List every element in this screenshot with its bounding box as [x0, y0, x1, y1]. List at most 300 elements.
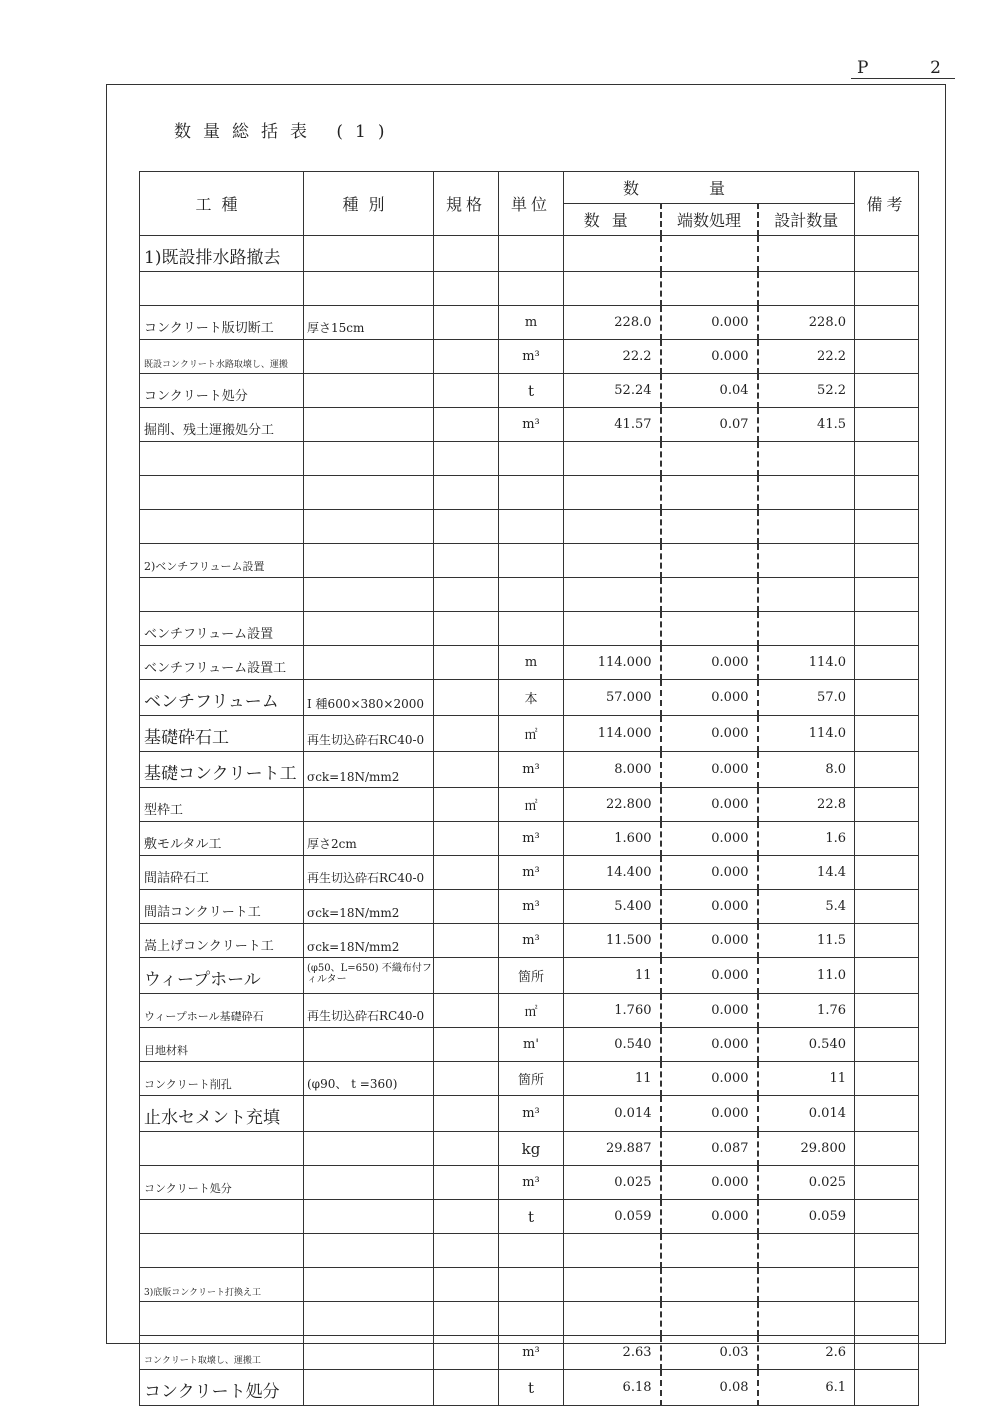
cell-spec	[434, 544, 499, 578]
cell-rounding	[661, 612, 758, 646]
cell-design	[758, 442, 855, 476]
header-type: 種別	[304, 172, 434, 236]
cell-remarks	[855, 752, 919, 788]
cell-design	[758, 510, 855, 544]
cell-rounding: 0.000	[661, 646, 758, 680]
cell-rounding: 0.000	[661, 306, 758, 340]
cell-design	[758, 272, 855, 306]
cell-design: 11.0	[758, 958, 855, 994]
cell-design	[758, 544, 855, 578]
cell-work: コンクリート削孔	[140, 1062, 304, 1096]
cell-rounding	[661, 1234, 758, 1268]
cell-spec	[434, 994, 499, 1028]
cell-remarks	[855, 612, 919, 646]
cell-spec	[434, 1132, 499, 1166]
cell-remarks	[855, 272, 919, 306]
cell-qty	[564, 272, 661, 306]
cell-design: 0.540	[758, 1028, 855, 1062]
cell-design: 22.2	[758, 340, 855, 374]
cell-unit	[499, 612, 564, 646]
cell-work: コンクリート取壊し、運搬工	[140, 1336, 304, 1370]
cell-rounding	[661, 1268, 758, 1302]
cell-type	[304, 1200, 434, 1234]
table-row	[140, 716, 919, 752]
cell-qty	[564, 236, 661, 272]
cell-design: 228.0	[758, 306, 855, 340]
cell-remarks	[855, 1062, 919, 1096]
cell-remarks	[855, 510, 919, 544]
quantity-summary-table	[139, 171, 919, 1406]
table-row	[140, 1096, 919, 1132]
cell-remarks	[855, 856, 919, 890]
cell-qty: 0.059	[564, 1200, 661, 1234]
cell-remarks	[855, 1234, 919, 1268]
cell-rounding: 0.000	[661, 958, 758, 994]
cell-design: 6.1	[758, 1370, 855, 1406]
cell-rounding: 0.000	[661, 924, 758, 958]
cell-spec	[434, 1268, 499, 1302]
cell-spec	[434, 1234, 499, 1268]
cell-type: 再生切込砕石RC40-0	[304, 716, 434, 752]
cell-design: 11	[758, 1062, 855, 1096]
cell-unit: m'	[499, 1028, 564, 1062]
cell-type	[304, 374, 434, 408]
table-row	[140, 1200, 919, 1234]
cell-qty: 14.400	[564, 856, 661, 890]
cell-qty: 57.000	[564, 680, 661, 716]
cell-remarks	[855, 374, 919, 408]
cell-spec	[434, 272, 499, 306]
table-row	[140, 646, 919, 680]
cell-type: 厚さ2cm	[304, 822, 434, 856]
cell-unit: m³	[499, 822, 564, 856]
table-row	[140, 612, 919, 646]
cell-rounding: 0.08	[661, 1370, 758, 1406]
cell-work	[140, 272, 304, 306]
cell-design	[758, 476, 855, 510]
cell-type	[304, 476, 434, 510]
cell-rounding: 0.000	[661, 994, 758, 1028]
cell-qty: 1.600	[564, 822, 661, 856]
cell-type	[304, 1302, 434, 1336]
header-rounding: 端数処理	[661, 204, 758, 236]
cell-qty	[564, 612, 661, 646]
cell-design: 1.76	[758, 994, 855, 1028]
cell-unit: t	[499, 1370, 564, 1406]
cell-rounding: 0.000	[661, 716, 758, 752]
cell-unit	[499, 476, 564, 510]
cell-unit: m³	[499, 1096, 564, 1132]
cell-unit	[499, 578, 564, 612]
table-row	[140, 510, 919, 544]
table-row	[140, 476, 919, 510]
cell-spec	[434, 1166, 499, 1200]
cell-unit	[499, 236, 564, 272]
cell-type	[304, 236, 434, 272]
cell-work	[140, 1234, 304, 1268]
cell-design: 29.800	[758, 1132, 855, 1166]
cell-remarks	[855, 822, 919, 856]
cell-remarks	[855, 958, 919, 994]
cell-rounding: 0.000	[661, 752, 758, 788]
cell-design: 8.0	[758, 752, 855, 788]
cell-rounding: 0.000	[661, 856, 758, 890]
cell-rounding	[661, 236, 758, 272]
cell-remarks	[855, 476, 919, 510]
cell-type	[304, 1166, 434, 1200]
cell-type: σck=18N/mm2	[304, 752, 434, 788]
cell-remarks	[855, 1166, 919, 1200]
cell-unit	[499, 1268, 564, 1302]
cell-unit	[499, 544, 564, 578]
cell-work: 基礎砕石工	[140, 716, 304, 752]
cell-design: 22.8	[758, 788, 855, 822]
table-row	[140, 1370, 919, 1406]
cell-remarks	[855, 890, 919, 924]
table-row	[140, 544, 919, 578]
table-row	[140, 788, 919, 822]
cell-type	[304, 1028, 434, 1062]
cell-rounding: 0.000	[661, 1200, 758, 1234]
cell-work: 目地材料	[140, 1028, 304, 1062]
cell-unit: m³	[499, 1166, 564, 1200]
cell-work: 既設コンクリート水路取壊し、運搬	[140, 340, 304, 374]
cell-rounding	[661, 272, 758, 306]
cell-qty: 29.887	[564, 1132, 661, 1166]
cell-rounding	[661, 442, 758, 476]
cell-design: 52.2	[758, 374, 855, 408]
table-row	[140, 994, 919, 1028]
table-row	[140, 958, 919, 994]
cell-type	[304, 1132, 434, 1166]
cell-type: 再生切込砕石RC40-0	[304, 856, 434, 890]
cell-design: 5.4	[758, 890, 855, 924]
cell-rounding: 0.000	[661, 340, 758, 374]
cell-spec	[434, 612, 499, 646]
cell-work: ベンチフリューム設置工	[140, 646, 304, 680]
cell-remarks	[855, 236, 919, 272]
table-row	[140, 1166, 919, 1200]
cell-qty: 0.014	[564, 1096, 661, 1132]
cell-unit	[499, 272, 564, 306]
cell-qty: 41.57	[564, 408, 661, 442]
header-design-qty: 設計数量	[758, 204, 855, 236]
cell-qty	[564, 1268, 661, 1302]
table-row	[140, 924, 919, 958]
cell-design: 11.5	[758, 924, 855, 958]
cell-spec	[434, 442, 499, 476]
cell-design: 14.4	[758, 856, 855, 890]
cell-remarks	[855, 1200, 919, 1234]
table-row	[140, 340, 919, 374]
cell-design	[758, 612, 855, 646]
cell-type	[304, 646, 434, 680]
table-row	[140, 1132, 919, 1166]
cell-type: (φ50、L=650) 不織布付フィルター	[304, 958, 434, 994]
cell-rounding: 0.000	[661, 680, 758, 716]
cell-work: ウィープホール基礎砕石	[140, 994, 304, 1028]
cell-unit: t	[499, 1200, 564, 1234]
cell-rounding: 0.000	[661, 890, 758, 924]
table-row	[140, 1268, 919, 1302]
cell-work: 基礎コンクリート工	[140, 752, 304, 788]
cell-work	[140, 578, 304, 612]
cell-spec	[434, 680, 499, 716]
cell-spec	[434, 788, 499, 822]
cell-qty	[564, 1234, 661, 1268]
cell-design: 114.0	[758, 716, 855, 752]
cell-type	[304, 1096, 434, 1132]
cell-remarks	[855, 788, 919, 822]
page-number	[851, 58, 955, 79]
table-row	[140, 1302, 919, 1336]
cell-type: I 種600×380×2000	[304, 680, 434, 716]
cell-design: 2.6	[758, 1336, 855, 1370]
table-row	[140, 1234, 919, 1268]
cell-remarks	[855, 646, 919, 680]
cell-spec	[434, 236, 499, 272]
cell-remarks	[855, 578, 919, 612]
cell-work: 掘削、残土運搬処分工	[140, 408, 304, 442]
cell-rounding: 0.087	[661, 1132, 758, 1166]
table-row	[140, 680, 919, 716]
cell-rounding: 0.03	[661, 1336, 758, 1370]
cell-type: 再生切込砕石RC40-0	[304, 994, 434, 1028]
cell-work: 嵩上げコンクリート工	[140, 924, 304, 958]
cell-qty: 52.24	[564, 374, 661, 408]
cell-work	[140, 1200, 304, 1234]
cell-work	[140, 442, 304, 476]
header-qty: 数量	[564, 204, 661, 236]
cell-work: 1)既設排水路撤去	[140, 236, 304, 272]
cell-spec	[434, 510, 499, 544]
cell-spec	[434, 1336, 499, 1370]
cell-design: 0.014	[758, 1096, 855, 1132]
cell-work: コンクリート処分	[140, 374, 304, 408]
cell-rounding: 0.000	[661, 1096, 758, 1132]
cell-type	[304, 408, 434, 442]
cell-qty	[564, 510, 661, 544]
cell-type: σck=18N/mm2	[304, 890, 434, 924]
cell-qty	[564, 1302, 661, 1336]
cell-qty: 6.18	[564, 1370, 661, 1406]
cell-unit: m³	[499, 340, 564, 374]
cell-work: 2)ベンチフリューム設置	[140, 544, 304, 578]
table-row	[140, 408, 919, 442]
document-title: 数量総括表 (1)	[174, 122, 397, 142]
cell-type	[304, 1370, 434, 1406]
page-number-value: 2	[930, 58, 941, 78]
cell-work	[140, 510, 304, 544]
cell-unit: m³	[499, 856, 564, 890]
cell-qty: 5.400	[564, 890, 661, 924]
table-row	[140, 272, 919, 306]
page-label: P	[857, 58, 869, 78]
cell-unit	[499, 1234, 564, 1268]
cell-work: ベンチフリューム	[140, 680, 304, 716]
table-row	[140, 1336, 919, 1370]
cell-work	[140, 476, 304, 510]
cell-rounding: 0.04	[661, 374, 758, 408]
cell-rounding: 0.000	[661, 788, 758, 822]
cell-qty: 8.000	[564, 752, 661, 788]
cell-spec	[434, 890, 499, 924]
table-row	[140, 856, 919, 890]
header-qty-group: 数量	[564, 172, 855, 204]
cell-rounding	[661, 1302, 758, 1336]
cell-type: 厚さ15cm	[304, 306, 434, 340]
cell-work: ウィープホール	[140, 958, 304, 994]
cell-design	[758, 236, 855, 272]
cell-spec	[434, 1062, 499, 1096]
cell-unit: ㎡	[499, 788, 564, 822]
cell-unit: m³	[499, 752, 564, 788]
cell-spec	[434, 1028, 499, 1062]
cell-rounding: 0.000	[661, 822, 758, 856]
cell-design	[758, 1234, 855, 1268]
cell-unit	[499, 1302, 564, 1336]
cell-qty: 1.760	[564, 994, 661, 1028]
cell-unit	[499, 510, 564, 544]
header-work: 工種	[140, 172, 304, 236]
cell-rounding: 0.000	[661, 1166, 758, 1200]
cell-qty: 0.025	[564, 1166, 661, 1200]
cell-type	[304, 510, 434, 544]
cell-work: 間詰砕石工	[140, 856, 304, 890]
cell-remarks	[855, 340, 919, 374]
cell-work: コンクリート処分	[140, 1370, 304, 1406]
table-row	[140, 890, 919, 924]
cell-qty	[564, 442, 661, 476]
cell-rounding	[661, 510, 758, 544]
cell-unit: m³	[499, 924, 564, 958]
cell-qty: 22.800	[564, 788, 661, 822]
cell-remarks	[855, 924, 919, 958]
cell-rounding: 0.07	[661, 408, 758, 442]
cell-work: ベンチフリューム設置	[140, 612, 304, 646]
cell-design: 0.025	[758, 1166, 855, 1200]
cell-type	[304, 612, 434, 646]
cell-spec	[434, 578, 499, 612]
cell-type	[304, 340, 434, 374]
table-row	[140, 236, 919, 272]
cell-work: 止水セメント充填	[140, 1096, 304, 1132]
cell-unit: t	[499, 374, 564, 408]
cell-rounding	[661, 476, 758, 510]
cell-spec	[434, 1200, 499, 1234]
cell-remarks	[855, 1028, 919, 1062]
cell-spec	[434, 716, 499, 752]
cell-qty: 228.0	[564, 306, 661, 340]
cell-type	[304, 1268, 434, 1302]
cell-type	[304, 442, 434, 476]
cell-spec	[434, 924, 499, 958]
cell-remarks	[855, 1336, 919, 1370]
cell-spec	[434, 646, 499, 680]
cell-unit: m³	[499, 408, 564, 442]
cell-unit: 箇所	[499, 1062, 564, 1096]
cell-qty	[564, 544, 661, 578]
cell-qty: 114.000	[564, 716, 661, 752]
cell-design	[758, 578, 855, 612]
cell-design	[758, 1302, 855, 1336]
table-row	[140, 578, 919, 612]
cell-remarks	[855, 1268, 919, 1302]
header-unit: 単位	[499, 172, 564, 236]
cell-spec	[434, 374, 499, 408]
cell-type: σck=18N/mm2	[304, 924, 434, 958]
cell-qty	[564, 476, 661, 510]
cell-qty: 0.540	[564, 1028, 661, 1062]
cell-work	[140, 1302, 304, 1336]
table-row	[140, 374, 919, 408]
cell-qty: 11	[564, 958, 661, 994]
cell-rounding: 0.000	[661, 1028, 758, 1062]
cell-spec	[434, 408, 499, 442]
cell-unit: 箇所	[499, 958, 564, 994]
cell-work: コンクリート版切断工	[140, 306, 304, 340]
cell-remarks	[855, 1370, 919, 1406]
cell-work	[140, 1132, 304, 1166]
cell-unit: 本	[499, 680, 564, 716]
cell-type: (φ90、 t =360)	[304, 1062, 434, 1096]
cell-spec	[434, 856, 499, 890]
cell-type	[304, 544, 434, 578]
cell-remarks	[855, 716, 919, 752]
cell-unit: m³	[499, 1336, 564, 1370]
table-row	[140, 822, 919, 856]
cell-type	[304, 1336, 434, 1370]
cell-work: 型枠工	[140, 788, 304, 822]
cell-spec	[434, 1096, 499, 1132]
cell-qty: 22.2	[564, 340, 661, 374]
cell-spec	[434, 1370, 499, 1406]
cell-remarks	[855, 442, 919, 476]
cell-spec	[434, 476, 499, 510]
cell-remarks	[855, 1302, 919, 1336]
cell-type	[304, 788, 434, 822]
header-remarks: 備考	[855, 172, 919, 236]
cell-remarks	[855, 680, 919, 716]
cell-rounding	[661, 544, 758, 578]
cell-remarks	[855, 1132, 919, 1166]
cell-qty: 11.500	[564, 924, 661, 958]
cell-spec	[434, 752, 499, 788]
cell-design: 0.059	[758, 1200, 855, 1234]
table-row	[140, 442, 919, 476]
cell-design: 114.0	[758, 646, 855, 680]
cell-type	[304, 578, 434, 612]
cell-spec	[434, 958, 499, 994]
cell-type	[304, 1234, 434, 1268]
cell-spec	[434, 822, 499, 856]
cell-work: 3)底版コンクリート打換え工	[140, 1268, 304, 1302]
cell-qty: 2.63	[564, 1336, 661, 1370]
cell-qty: 11	[564, 1062, 661, 1096]
cell-unit	[499, 442, 564, 476]
cell-qty: 114.000	[564, 646, 661, 680]
cell-design: 57.0	[758, 680, 855, 716]
cell-rounding: 0.000	[661, 1062, 758, 1096]
cell-design: 1.6	[758, 822, 855, 856]
cell-unit: ㎡	[499, 716, 564, 752]
cell-unit: m³	[499, 890, 564, 924]
table-row	[140, 1028, 919, 1062]
cell-work: 敷モルタル工	[140, 822, 304, 856]
cell-design	[758, 1268, 855, 1302]
cell-remarks	[855, 1096, 919, 1132]
cell-design: 41.5	[758, 408, 855, 442]
